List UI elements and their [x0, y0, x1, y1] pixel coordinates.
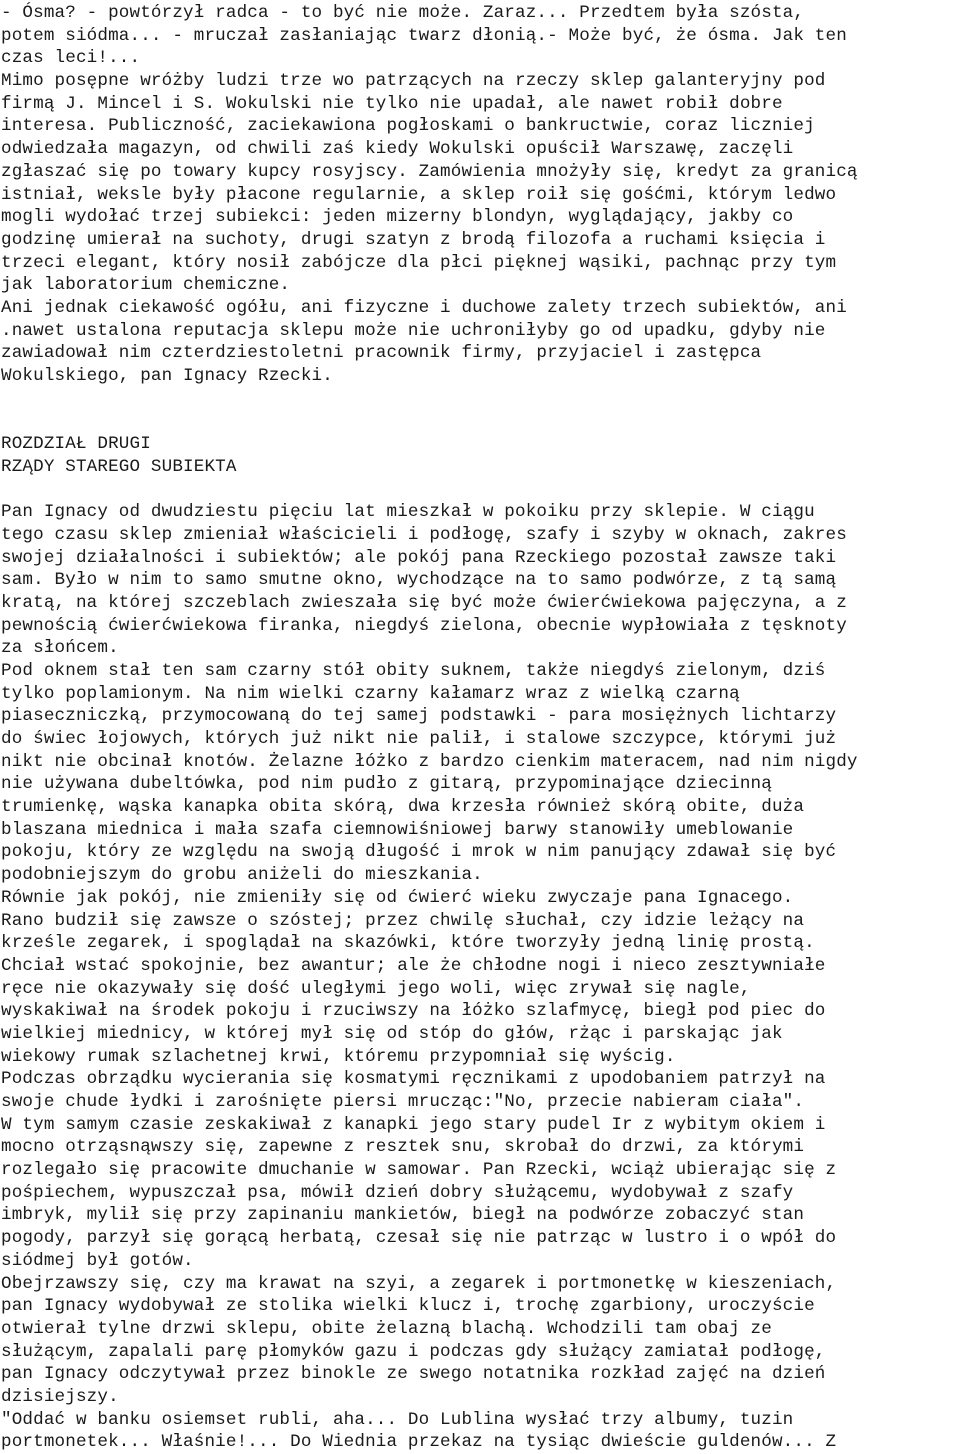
text-line: jak laboratorium chemiczne.	[1, 275, 291, 296]
text-line: Podczas obrządku wycierania się kosmatymi ręcznikami z upodobaniem patrzył na	[1, 1069, 826, 1090]
text-line: imbryk, mylił się przy zapinaniu mankietów, biegł na podwórze zobaczyć stan	[1, 1205, 805, 1226]
text-line: służącym, zapalali parę płomyków gazu i podczas gdy służący zamiatał podłogę,	[1, 1341, 826, 1362]
text-line: rozlegało się pracowite dmuchanie w samowar. Pan Rzecki, wciąż ubierając się z	[1, 1160, 837, 1181]
text-line: istniał, weksle były płacone regularnie, a sklep roił się gośćmi, którym ledwo	[1, 184, 837, 205]
text-line: "Oddać w banku osiemset rubli, aha... Do Lublina wysłać trzy albumy, tuzin	[1, 1409, 794, 1430]
text-line: Pod oknem stał ten sam czarny stół obity suknem, także niegdyś zielonym, dziś	[1, 660, 826, 681]
text-line: W tym samym czasie zeskakiwał z kanapki jego stary pudel Ir z wybitym okiem i	[1, 1114, 826, 1135]
text-line: otwierał tylne drzwi sklepu, obite żelazną blachą. Wchodzili tam obaj ze	[1, 1318, 772, 1339]
text-line: swoje chude łydki i zarośnięte piersi mrucząc:"No, przecie nabieram ciała".	[1, 1092, 805, 1113]
text-line: wiekowy rumak szlachetnej krwi, któremu przypomniał się wyścig.	[1, 1046, 676, 1067]
text-line: Mimo posępne wróżby ludzi trze wo patrzących na rzeczy sklep galanteryjny pod	[1, 71, 826, 92]
text-line: Chciał wstać spokojnie, bez awantur; ale że chłodne nogi i nieco zesztywniałe	[1, 955, 826, 976]
text-line: mocno otrząsnąwszy się, zapewne z resztek snu, skrobał do drzwi, za którymi	[1, 1137, 805, 1158]
spacer	[1, 478, 959, 501]
document-page	[1, 2, 959, 1454]
text-line: wielkiej miednicy, w której mył się od stóp do głów, rżąc i parskając jak	[1, 1023, 783, 1044]
text-line: mogli wydołać trzej subiekci: jeden mizerny blondyn, wyglądający, jakby co	[1, 207, 794, 228]
text-line: .nawet ustalona reputacja sklepu może nie uchroniłyby go od upadku, gdyby nie	[1, 320, 826, 341]
text-line: odwiedzała magazyn, od chwili zaś kiedy Wokulski opuścił Warszawę, zaczęli	[1, 139, 794, 160]
text-line: pewnością ćwierćwiekowa firanka, niegdyś zielona, obecnie wypłowiała z tęsknoty	[1, 615, 847, 636]
text-line: ręce nie okazywały się dość uległymi jego woli, więc zrywał się nagle,	[1, 978, 751, 999]
chapter-title: RZĄDY STAREGO SUBIEKTA	[1, 456, 237, 477]
text-line: potem siódma... - mruczał zasłaniając twarz dłonią.- Może być, że ósma. Jak ten	[1, 25, 847, 46]
text-line: kratą, na której szczeblach zwieszała się być może ćwierćwiekowa pajęczyna, a z	[1, 592, 847, 613]
text-line: piaseczniczką, przymocowaną do tej samej podstawki - para mosiężnych lichtarzy	[1, 706, 837, 727]
text-line: Ani jednak ciekawość ogółu, ani fizyczne i duchowe zalety trzech subiektów, ani	[1, 297, 847, 318]
text-line: dzisiejszy.	[1, 1386, 119, 1407]
text-line: pogody, parzył się gorącą herbatą, czesał się nie patrząc w lustro i o wpół do	[1, 1228, 837, 1249]
text-line: swojej działalności i subiektów; ale pokój pana Rzeckiego pozostał zawsze taki	[1, 547, 837, 568]
text-line: nikt nie obcinał knotów. Żelazne łóżko z bardzo cienkim materacem, nad nim nigdy	[1, 751, 858, 772]
text-line: podobniejszym do grobu aniżeli do mieszkania.	[1, 865, 483, 886]
text-line: zawiadował nim czterdziestoletni pracownik firmy, przyjaciel i zastępca	[1, 343, 762, 364]
text-line: pan Ignacy wydobywał ze stolika wielki klucz i, trochę zgarbiony, uroczyście	[1, 1296, 815, 1317]
text-line: tylko poplamionym. Na nim wielki czarny kałamarz wraz z wielką czarną	[1, 683, 740, 704]
spacer	[1, 388, 959, 433]
text-line: Obejrzawszy się, czy ma krawat na szyi, a zegarek i portmonetkę w kieszeniach,	[1, 1273, 837, 1294]
text-line: trumienkę, wąska kanapka obita skórą, dwa krzesła również skórą obite, duża	[1, 797, 805, 818]
intro-text	[1, 2, 959, 388]
text-line: interesa. Publiczność, zaciekawiona pogłoskami o bankructwie, coraz liczniej	[1, 116, 815, 137]
text-line: pan Ignacy odczytywał przez binokle ze swego notatnika rozkład zajęć na dzień	[1, 1364, 826, 1385]
text-line: firmą J. Mincel i S. Wokulski nie tylko nie upadał, ale nawet robił dobre	[1, 93, 783, 114]
text-line: za słońcem.	[1, 638, 119, 659]
text-line: nie używana dubeltówka, pod nim pudło z gitarą, przypominające dziecinną	[1, 774, 772, 795]
text-line: czas leci!...	[1, 48, 141, 69]
text-line: Rano budził się zawsze o szóstej; przez chwilę słuchał, czy idzie leżący na	[1, 910, 805, 931]
chapter-number: ROZDZIAŁ DRUGI	[1, 434, 151, 455]
text-line: do świec łojowych, których już nikt nie palił, i stalowe szczypce, którymi już	[1, 729, 837, 750]
text-line: pośpiechem, wypuszczał psa, mówił dzień dobry służącemu, wydobywał z szafy	[1, 1182, 794, 1203]
text-line: Wokulskiego, pan Ignacy Rzecki.	[1, 366, 333, 386]
chapter-body-text	[1, 501, 959, 1454]
text-line: pokoju, który ze względu na swoją długość i mrok w nim panujący zdawał się być	[1, 842, 837, 863]
text-line: godzinę umierał na suchoty, drugi szatyn z brodą filozofa a ruchami księcia i	[1, 229, 826, 250]
text-line: Równie jak pokój, nie zmieniły się od ćwierć wieku zwyczaje pana Ignacego.	[1, 887, 794, 908]
text-line: portmonetek... Właśnie!... Do Wiednia przekaz na tysiąc dwieście guldenów... Z	[1, 1432, 837, 1453]
text-line: blaszana miednica i mała szafa ciemnowiśniowej barwy stanowiły umeblowanie	[1, 819, 794, 840]
text-line: zgłaszać się po towary kupcy rosyjscy. Zamówienia mnożyły się, kredyt za granicą	[1, 161, 858, 182]
text-line: trzeci elegant, który nosił zabójcze dla płci pięknej wąsiki, pachnąc przy tym	[1, 252, 837, 273]
text-line: siódmej był gotów.	[1, 1250, 194, 1271]
text-line: wyskakiwał na środek pokoju i rzuciwszy na łóżko szlafmycę, biegł pod piec do	[1, 1001, 826, 1022]
text-line: sam. Było w nim to samo smutne okno, wychodzące na to samo podwórze, z tą samą	[1, 570, 837, 591]
text-line: tego czasu sklep zmieniał właścicieli i podłogę, szafy i szyby w oknach, zakres	[1, 524, 847, 545]
text-line: - Ósma? - powtórzył radca - to być nie może. Zaraz... Przedtem była szósta,	[1, 3, 805, 23]
text-line: krześle zegarek, i spoglądał na skazówki, które tworzyły jedną linię prostą.	[1, 933, 815, 954]
text-line: Pan Ignacy od dwudziestu pięciu lat mieszkał w pokoiku przy sklepie. W ciągu	[1, 502, 815, 523]
